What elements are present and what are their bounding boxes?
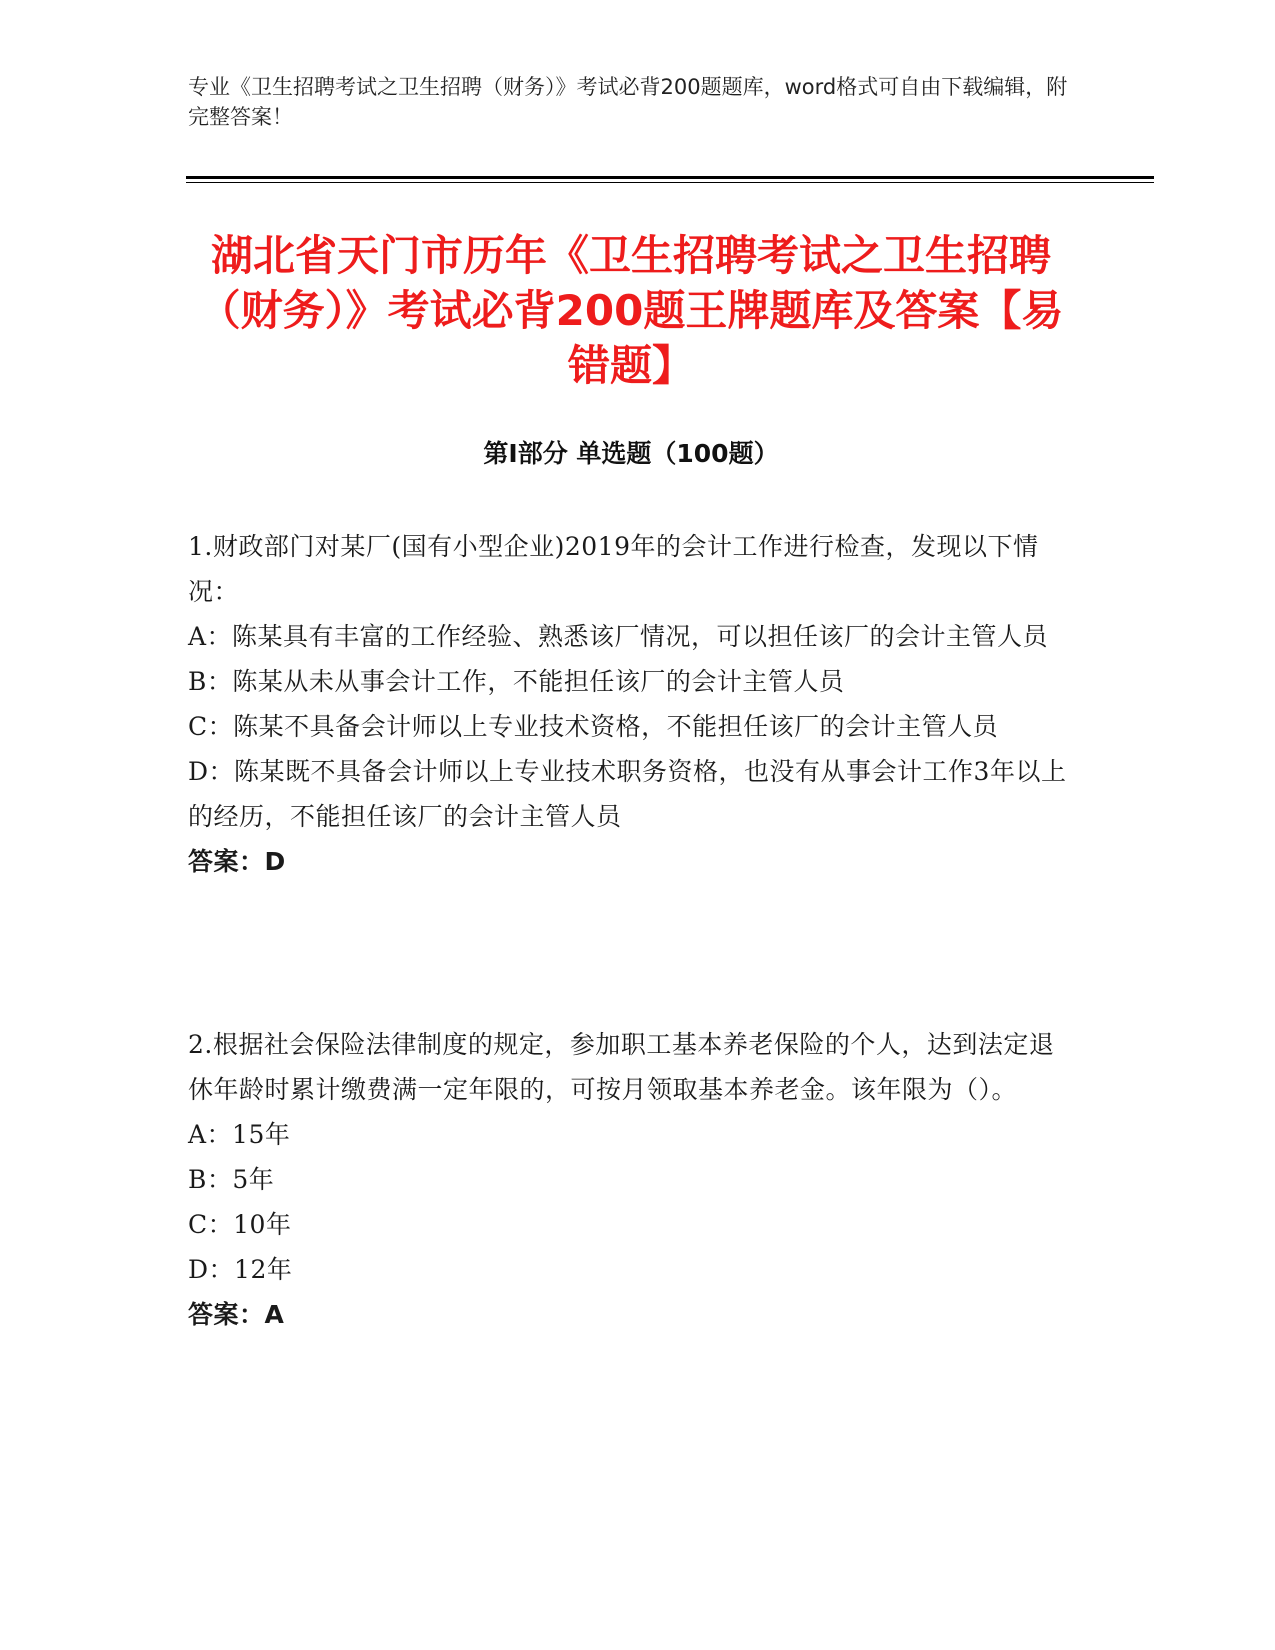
question-block [188,1022,1068,1337]
header-divider-thin [186,182,1154,183]
question-stem: 2.根据社会保险法律制度的规定，参加职工基本养老保险的个人，达到法定退休年龄时累计缴费满一定年限的，可按月领取基本养老金。该年限为（）。 [188,1030,1055,1104]
option-a: A：15年 [188,1120,291,1149]
question-stem: 1.财政部门对某厂(国有小型企业)2019年的会计工作进行检查，发现以下情况： [188,532,1039,606]
option-a: A：陈某具有丰富的工作经验、熟悉该厂情况，可以担任该厂的会计主管人员 [188,622,1049,651]
answer-line: 答案：D [188,847,286,876]
option-d: D：陈某既不具备会计师以上专业技术职务资格，也没有从事会计工作3年以上的经历，不能担任该厂的会计主管人员 [188,757,1067,831]
header-divider-thick [186,176,1154,179]
option-b: B：5年 [188,1165,275,1194]
answer-line: 答案：A [188,1300,285,1329]
option-c: C：10年 [188,1210,292,1239]
option-d: D：12年 [188,1255,293,1284]
header-note: 专业《卫生招聘考试之卫生招聘（财务）》考试必背200题题库，word格式可自由下载编辑，附完整答案！ [188,75,1068,129]
option-c: C：陈某不具备会计师以上专业技术资格，不能担任该厂的会计主管人员 [188,712,999,741]
option-b: B：陈某从未从事会计工作，不能担任该厂的会计主管人员 [188,667,845,696]
question-block [188,524,1068,884]
section-heading: 第I部分 单选题（100题） [483,439,779,468]
document-title: 湖北省天门市历年《卫生招聘考试之卫生招聘（财务）》考试必背200题王牌题库及答案【易错题】 [198,231,1064,390]
